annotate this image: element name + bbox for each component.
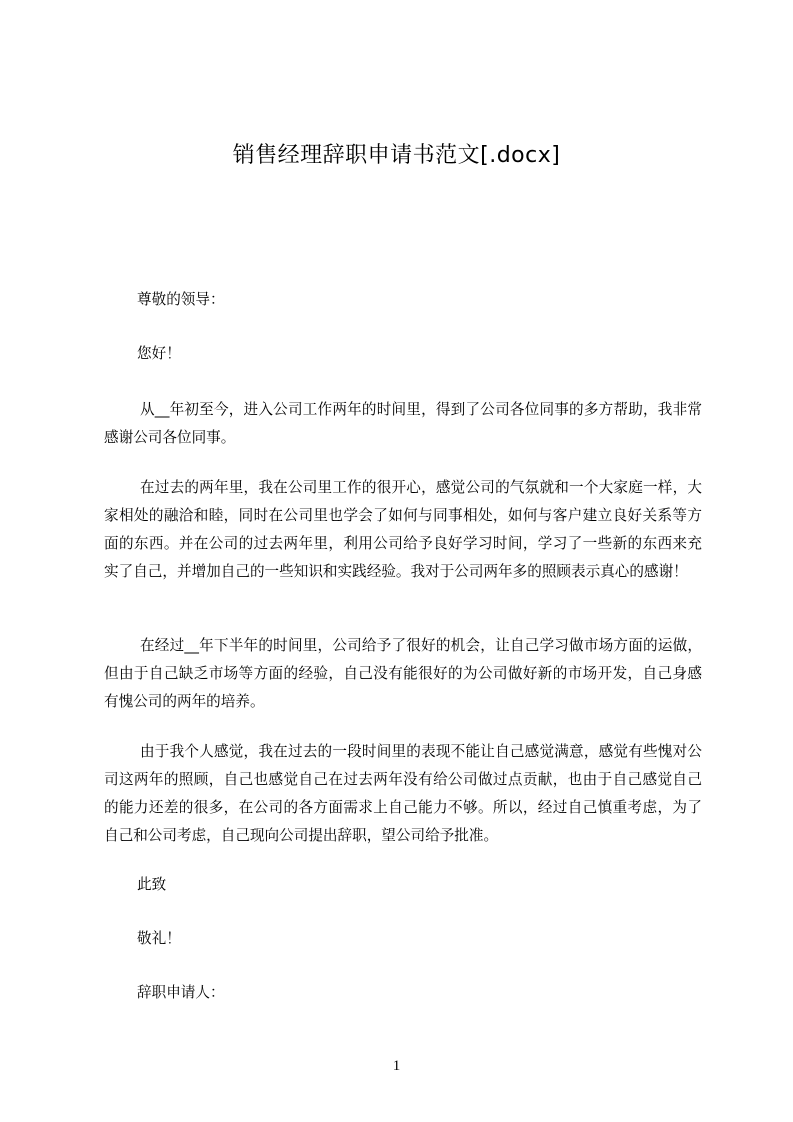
- salutation: 尊敬的领导：: [137, 291, 225, 308]
- paragraph-3: 在经过__年下半年的时间里，公司给予了很好的机会，让自己学习做市场方面的运做，但由于自己缺乏市场等方面的经验，自己没有能很好的为公司做好新的市场开发，自己身感有愧公司的两年的培养。: [104, 637, 702, 710]
- paragraph-4: 由于我个人感觉，我在过去的一段时间里的表现不能让自己感觉满意，感觉有些愧对公司这两年的照顾，自己也感觉自己在过去两年没有给公司做过点贡献，也由于自己感觉自己的能力还差的很多，在公司的各方面需求上自己能力不够。所以，经过自己慎重考虑，为了自己和公司考虑，自己现向公司提出辞职，望公司给予批准。: [104, 743, 702, 844]
- closing-line-1: 此致: [137, 876, 167, 893]
- page-number: 1: [392, 1058, 401, 1074]
- closing-line-2: 敬礼！: [137, 930, 181, 947]
- paragraph-1: 从__年初至今，进入公司工作两年的时间里，得到了公司各位同事的多方帮助，我非常感谢公司各位同事。: [104, 401, 702, 446]
- signature-label: 辞职申请人：: [137, 984, 225, 1001]
- greeting: 您好！: [137, 345, 181, 362]
- document-title: 销售经理辞职申请书范文[.docx]: [232, 143, 561, 168]
- paragraph-2: 在过去的两年里，我在公司里工作的很开心，感觉公司的气氛就和一个大家庭一样，大家相处的融洽和睦，同时在公司里也学会了如何与同事相处，如何与客户建立良好关系等方面的东西。并在公司的过去两年里，利用公司给予良好学习时间，学习了一些新的东西来充实了自己，并增加自己的一些知识和实践经验。我对于公司两年多的照顾表示真心的感谢！: [104, 479, 702, 580]
